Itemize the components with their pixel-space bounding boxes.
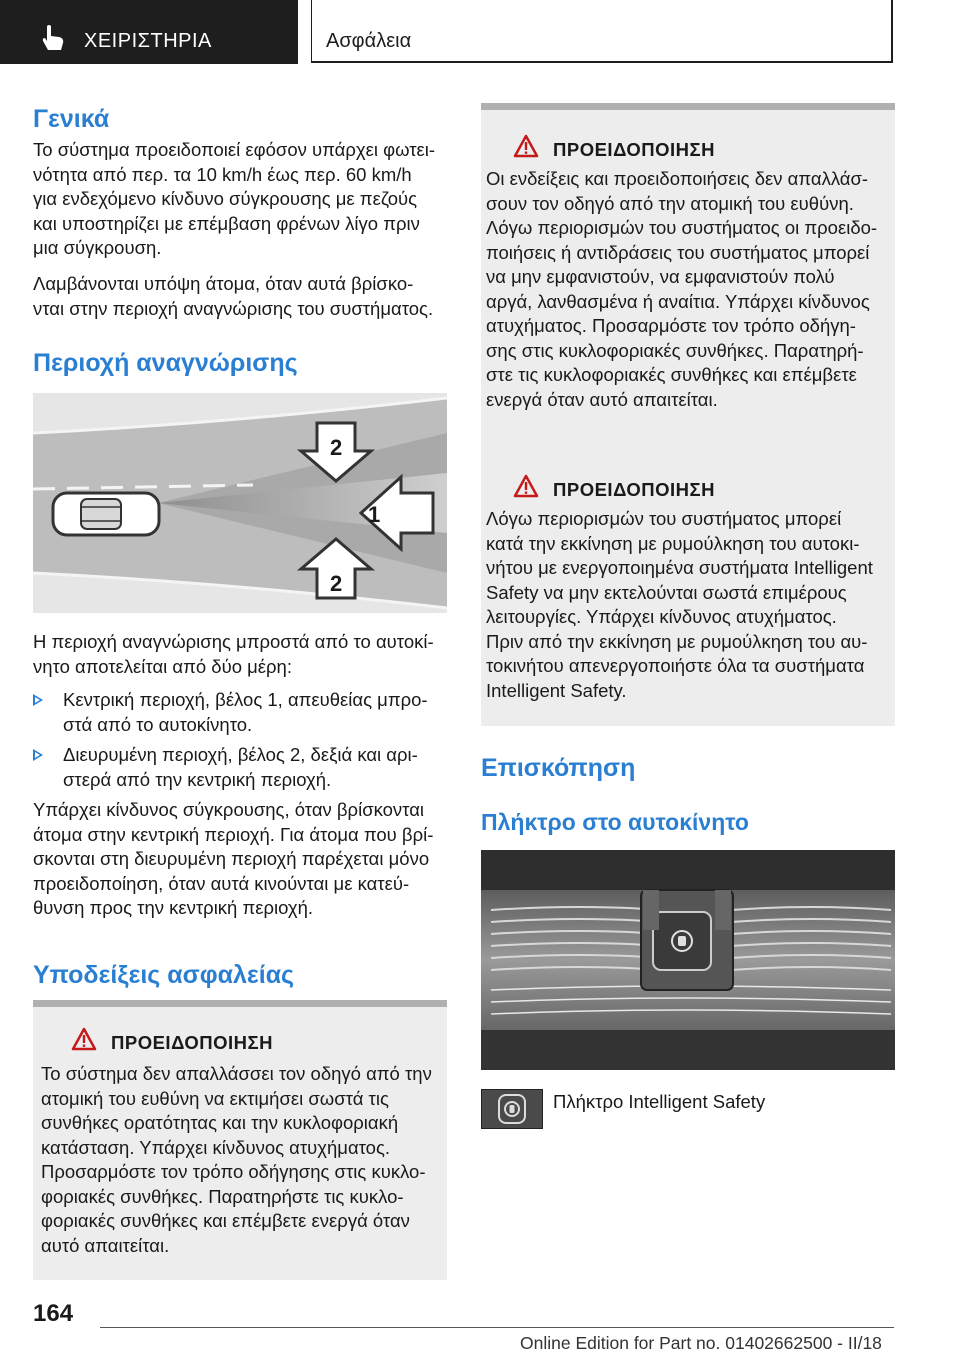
text-line: σκονται στη διευρυμένη περιοχή παρέχεται μόνο bbox=[33, 848, 430, 869]
warning-text bbox=[486, 507, 892, 703]
button-caption: Πλήκτρο Intelligent Safety bbox=[553, 1091, 766, 1112]
text-line: μια σύγκρουση. bbox=[33, 237, 162, 258]
text-line: στά από το αυτοκίνητο. bbox=[63, 713, 253, 735]
heading-general: Γενικά bbox=[33, 105, 110, 133]
page-number: 164 bbox=[33, 1300, 74, 1327]
list-item bbox=[33, 688, 453, 737]
text-line: Intelligent Safety. bbox=[486, 679, 627, 701]
heading-detection-area: Περιοχή αναγνώρισης bbox=[33, 349, 298, 377]
warning-box bbox=[33, 1000, 447, 1280]
text-line: στερά από την κεντρική περιοχή. bbox=[63, 768, 332, 790]
warning-box bbox=[481, 436, 895, 726]
footer-divider bbox=[100, 1327, 894, 1328]
text-line: Το σύστημα δεν απαλλάσσει τον οδηγό από την bbox=[41, 1063, 432, 1084]
heading-safety-notes: Υποδείξεις ασφαλείας bbox=[33, 961, 295, 989]
text-line: Υπάρχει κίνδυνος σύγκρουσης, όταν βρίσκονται bbox=[33, 799, 425, 820]
chapter-tab bbox=[0, 0, 298, 64]
edition-text: Online Edition for Part no. 01402662500 - II/18 bbox=[520, 1333, 882, 1353]
warning-triangle-icon bbox=[513, 134, 539, 158]
text-line: φοριακές συνθήκες. Παρατηρήστε τις κυκλο- bbox=[41, 1185, 404, 1207]
text-line: σης στις κυκλοφοριακές συνθήκες. Παρατηρή- bbox=[486, 339, 864, 361]
warning-text bbox=[486, 167, 892, 412]
text-line: Οι ενδείξεις και προειδοποιήσεις δεν απαλλάσ- bbox=[486, 168, 869, 189]
diagram-label-middle: 1 bbox=[368, 502, 381, 527]
text-line: Η περιοχή αναγνώρισης μπροστά από το αυτοκί- bbox=[33, 631, 434, 652]
dashboard-photo bbox=[481, 850, 895, 1070]
paragraph-people bbox=[33, 272, 453, 321]
safety-shield-icon bbox=[482, 1090, 542, 1128]
intelligent-safety-button-icon bbox=[481, 1089, 543, 1129]
diagram-label-top: 2 bbox=[330, 435, 343, 460]
text-line: αργά, λανθασμένα ή αναίτια. Υπάρχει κίνδυνος bbox=[486, 290, 870, 312]
warning-triangle-icon bbox=[71, 1027, 97, 1051]
text-line: ατυχήματος. Προσαρμόστε τον τρόπο οδήγη- bbox=[486, 315, 856, 336]
triangle-bullet-icon bbox=[33, 749, 43, 761]
text-line: νότητα από περ. τα 10 km/h έως περ. 60 km/h bbox=[33, 163, 412, 185]
text-line: σουν τον οδηγό από την ατομική του ευθύνη. bbox=[486, 192, 854, 214]
text-line: προειδοποίηση, όταν αυτά κινούνται με κατεύ- bbox=[33, 872, 410, 894]
paragraph-area bbox=[33, 630, 453, 679]
text-line: Λαμβάνονται υπόψη άτομα, όταν αυτά βρίσκο- bbox=[33, 273, 414, 294]
text-line: Λόγω περιορισμών του συστήματος οι προειδο- bbox=[486, 217, 878, 238]
warning-text bbox=[41, 1062, 445, 1258]
text-line: Το σύστημα προειδοποιεί εφόσον υπάρχει φωτει- bbox=[33, 139, 436, 160]
text-line: λειτουργίες. Υπάρχει κίνδυνος ατυχήματος. bbox=[486, 606, 837, 627]
text-line: αυτό απαιτείται. bbox=[41, 1234, 170, 1256]
detection-area-diagram bbox=[33, 393, 447, 613]
paragraph-general bbox=[33, 138, 453, 261]
triangle-bullet-icon bbox=[33, 694, 43, 706]
section-title: Ασφάλεια bbox=[326, 30, 412, 52]
text-line: Προσαρμόστε τον τρόπο οδήγησης στις κυκλο- bbox=[41, 1161, 426, 1182]
warning-title: ΠΡΟΕΙΔΟΠΟΙΗΣΗ bbox=[553, 139, 715, 160]
text-line: Λόγω περιορισμών του συστήματος μπορεί bbox=[486, 508, 842, 529]
text-line: τοκινήτου απενεργοποιήστε όλα τα συστήματα bbox=[486, 655, 865, 676]
text-line: Πριν από την εκκίνηση με ρυμούλκηση του αυ- bbox=[486, 630, 868, 652]
text-line: φοριακές συνθήκες και επέμβετε ενεργά όταν bbox=[41, 1210, 410, 1231]
text-line: νητο αποτελείται από δύο μέρη: bbox=[33, 655, 292, 677]
text-line: κατάσταση. Υπάρχει κίνδυνος ατυχήματος. bbox=[41, 1136, 391, 1158]
text-line: ατομική του ευθύνη να εκτιμήσει σωστά τις bbox=[41, 1087, 389, 1109]
heading-button-in-car: Πλήκτρο στο αυτοκίνητο bbox=[481, 809, 749, 835]
text-line: Safety να μην εκτελούνται σωστά επιμέρους bbox=[486, 581, 847, 603]
paragraph-risk bbox=[33, 798, 453, 921]
diagram-label-bottom: 2 bbox=[330, 571, 343, 596]
text-line: Κεντρική περιοχή, βέλος 1, απευθείας μπρο- bbox=[63, 689, 428, 710]
warning-box bbox=[481, 103, 895, 436]
text-line: στε τις κυκλοφοριακές συνθήκες και επέμβετε bbox=[486, 364, 857, 385]
chapter-title: ΧΕΙΡΙΣΤΗΡΙΑ bbox=[84, 30, 212, 52]
text-line: συνθήκες ορατότητας και την κυκλοφοριακή bbox=[41, 1112, 399, 1133]
text-line: και υποστηρίζει με επέμβαση φρένων λίγο πριν bbox=[33, 212, 420, 234]
warning-title: ΠΡΟΕΙΔΟΠΟΙΗΣΗ bbox=[111, 1032, 273, 1053]
list-item bbox=[33, 743, 453, 792]
text-line: νται στην περιοχή αναγνώρισης του συστήματος. bbox=[33, 297, 434, 319]
heading-overview: Επισκόπηση bbox=[481, 754, 636, 782]
hand-pointer-icon bbox=[40, 24, 66, 52]
text-line: κατά την εκκίνηση με ρυμούλκηση του αυτοκι- bbox=[486, 532, 860, 554]
text-line: νήτου με ενεργοποιημένα συστήματα Intelligent bbox=[486, 557, 873, 578]
text-line: θυνση προς την κεντρική περιοχή. bbox=[33, 897, 314, 918]
text-line: να μην εμφανιστούν, να εμφανιστούν πολύ bbox=[486, 266, 835, 287]
text-line: για ενδεχόμενο κίνδυνο σύγκρουσης με πεζούς bbox=[33, 188, 418, 209]
section-header bbox=[311, 0, 893, 63]
warning-title: ΠΡΟΕΙΔΟΠΟΙΗΣΗ bbox=[553, 479, 715, 500]
car-icon bbox=[53, 493, 159, 535]
text-line: ενεργά όταν αυτό απαιτείται. bbox=[486, 388, 718, 410]
warning-triangle-icon bbox=[513, 474, 539, 498]
text-line: ποιήσεις ή αντιδράσεις του συστήματος μπορεί bbox=[486, 241, 870, 263]
text-line: Διευρυμένη περιοχή, βέλος 2, δεξιά και αρι- bbox=[63, 744, 418, 765]
text-line: άτομα στην κεντρική περιοχή. Για άτομα που βρί- bbox=[33, 823, 434, 845]
